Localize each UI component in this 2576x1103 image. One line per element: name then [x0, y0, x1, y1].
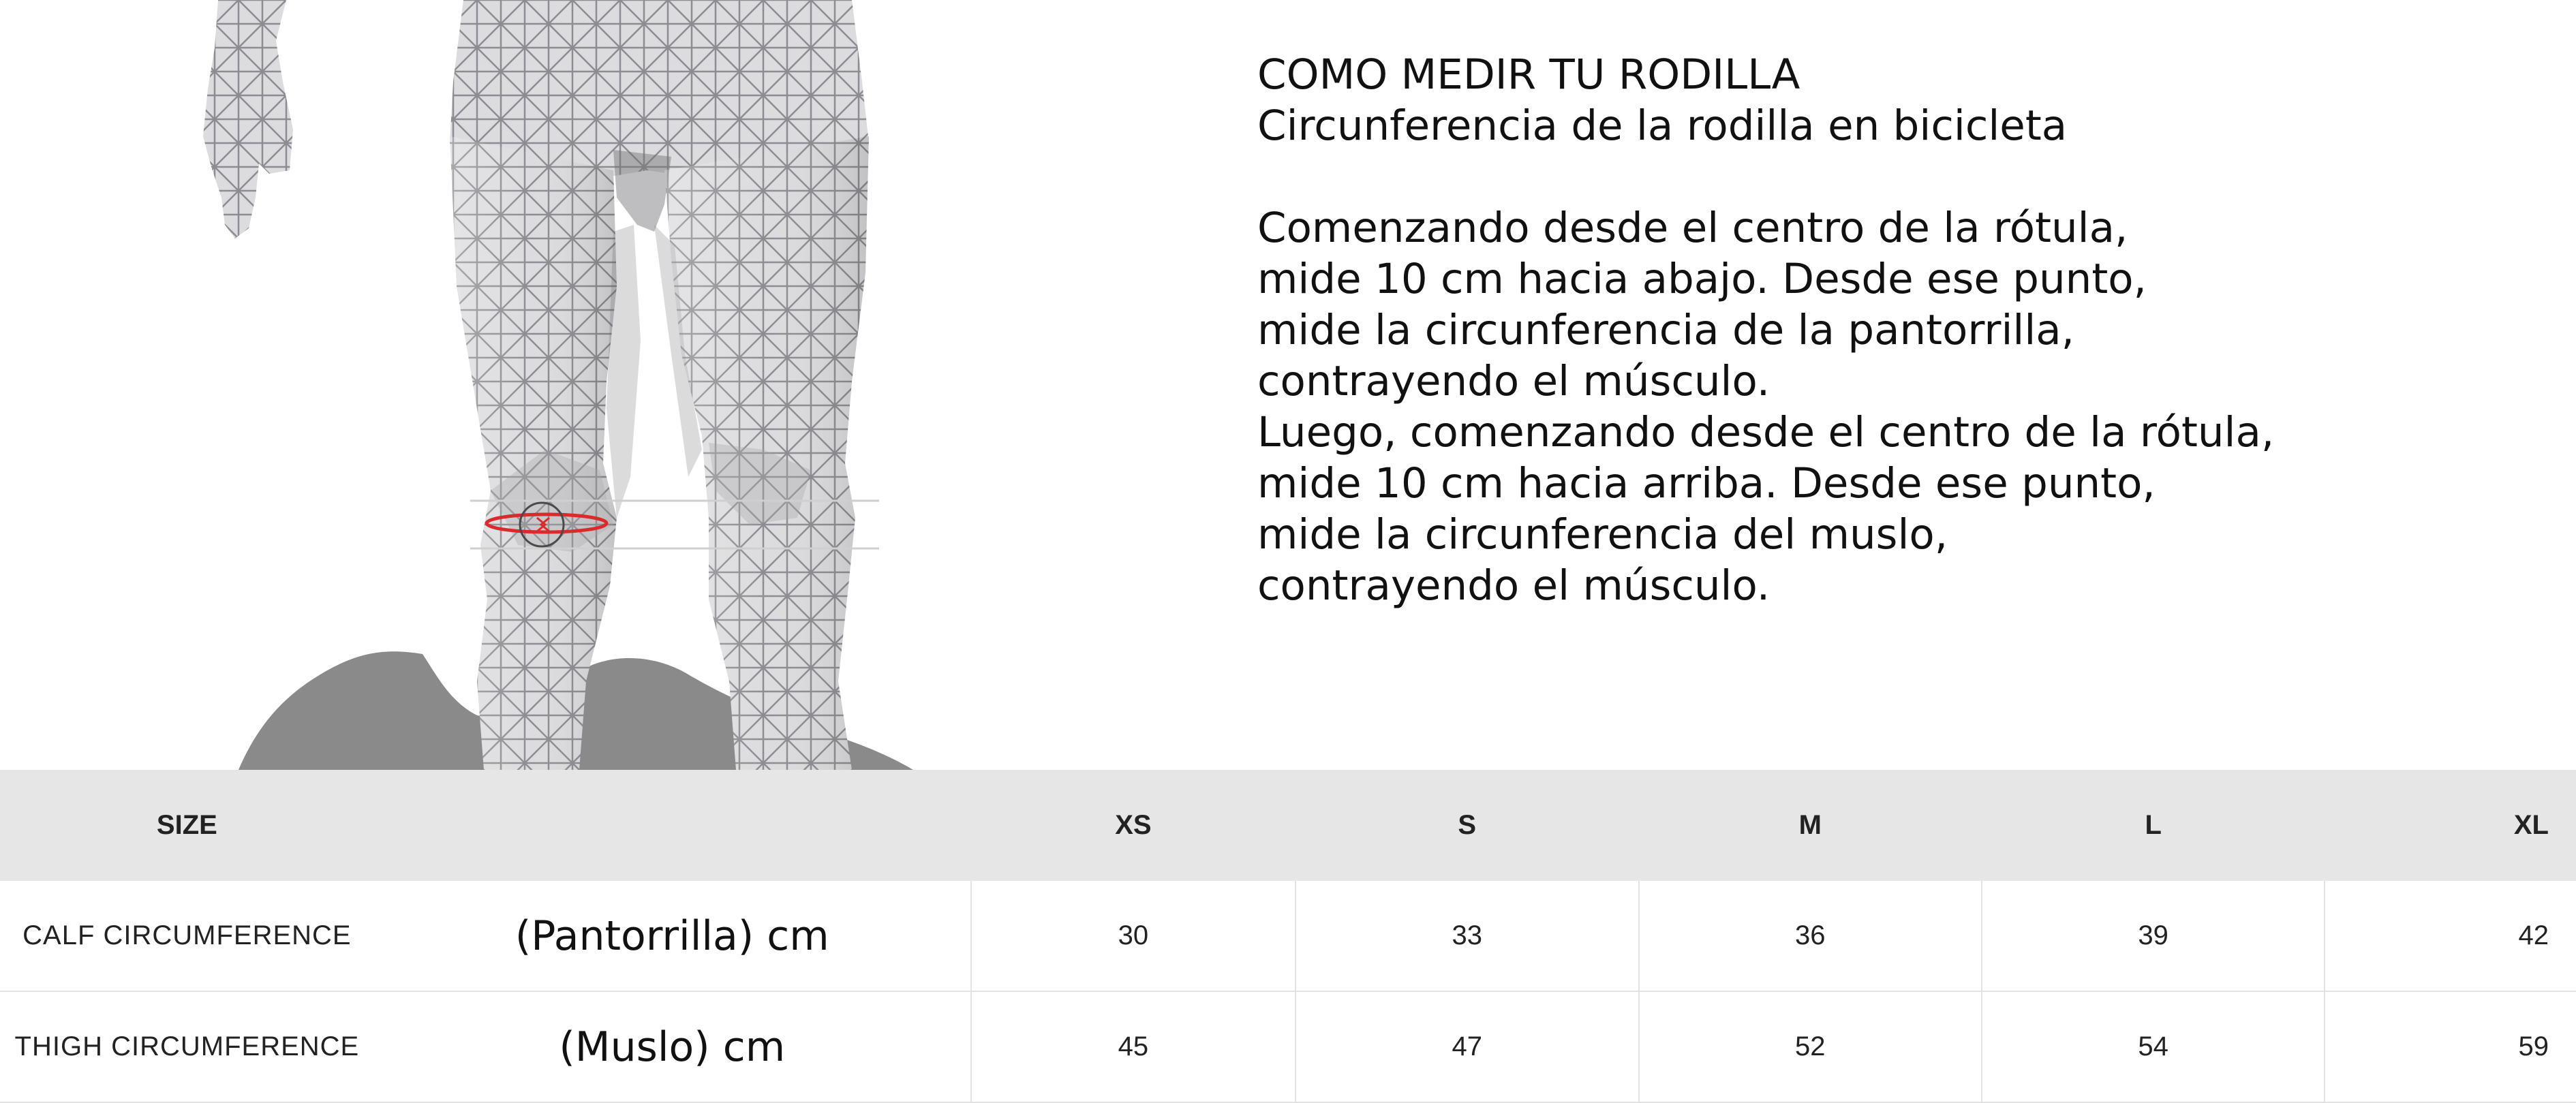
- instruction-line: contrayendo el músculo.: [1257, 561, 1770, 610]
- calf-row-label: CALF CIRCUMFERENCE: [0, 881, 374, 991]
- instruction-line: mide la circunferencia del muslo,: [1257, 510, 1948, 559]
- calf-value-l: 39: [1982, 881, 2325, 991]
- instruction-line: contrayendo el músculo.: [1257, 357, 1770, 405]
- thigh-value-m: 52: [1639, 991, 1982, 1102]
- calf-row: [0, 881, 2576, 991]
- instruction-line: Luego, comenzando desde el centro de la rótula,: [1257, 408, 2275, 456]
- paragraph-spacer: [1257, 151, 2552, 202]
- size-header-label: SIZE: [0, 770, 374, 881]
- calf-value-xs: 30: [971, 881, 1295, 991]
- calf-value-xl: 42: [2325, 881, 2576, 991]
- thigh-value-s: 47: [1295, 991, 1638, 1102]
- thigh-value-xl: 59: [2325, 991, 2576, 1102]
- size-header-xs: XS: [971, 770, 1295, 881]
- size-header-l: L: [1982, 770, 2325, 881]
- calf-value-s: 33: [1295, 881, 1638, 991]
- thigh-value-l: 54: [1982, 991, 2325, 1102]
- inner-thigh-shade: [613, 150, 671, 232]
- size-header-row: [0, 770, 2576, 881]
- instruction-line: mide 10 cm hacia abajo. Desde ese punto,: [1257, 255, 2147, 303]
- leg-measurement-illustration: [0, 0, 1159, 770]
- hand-mesh: [203, 0, 293, 238]
- thigh-row-label: THIGH CIRCUMFERENCE: [0, 991, 374, 1102]
- size-chart-table: [0, 770, 2576, 1103]
- size-header-s: S: [1295, 770, 1638, 881]
- thigh-row: [0, 991, 2576, 1102]
- thigh-value-xs: 45: [971, 991, 1295, 1102]
- size-header-xl: XL: [2325, 770, 2576, 881]
- instructions-subtitle: Circunferencia de la rodilla en bicicleta: [1257, 102, 2068, 150]
- thigh-unit-label: (Muslo) cm: [374, 991, 971, 1102]
- header-spacer: [374, 770, 971, 881]
- instruction-line: mide la circunferencia de la pantorrilla,: [1257, 306, 2075, 354]
- instruction-line: mide 10 cm hacia arriba. Desde ese punto,: [1257, 459, 2156, 508]
- instructions-title: COMO MEDIR TU RODILLA: [1257, 50, 1800, 99]
- calf-value-m: 36: [1639, 881, 1982, 991]
- size-header-m: M: [1639, 770, 1982, 881]
- measurement-instructions: [1257, 49, 2552, 611]
- mannequin-figure: [0, 0, 1159, 770]
- instruction-line: Comenzando desde el centro de la rótula,: [1257, 204, 2128, 252]
- calf-unit-label: (Pantorrilla) cm: [374, 881, 971, 991]
